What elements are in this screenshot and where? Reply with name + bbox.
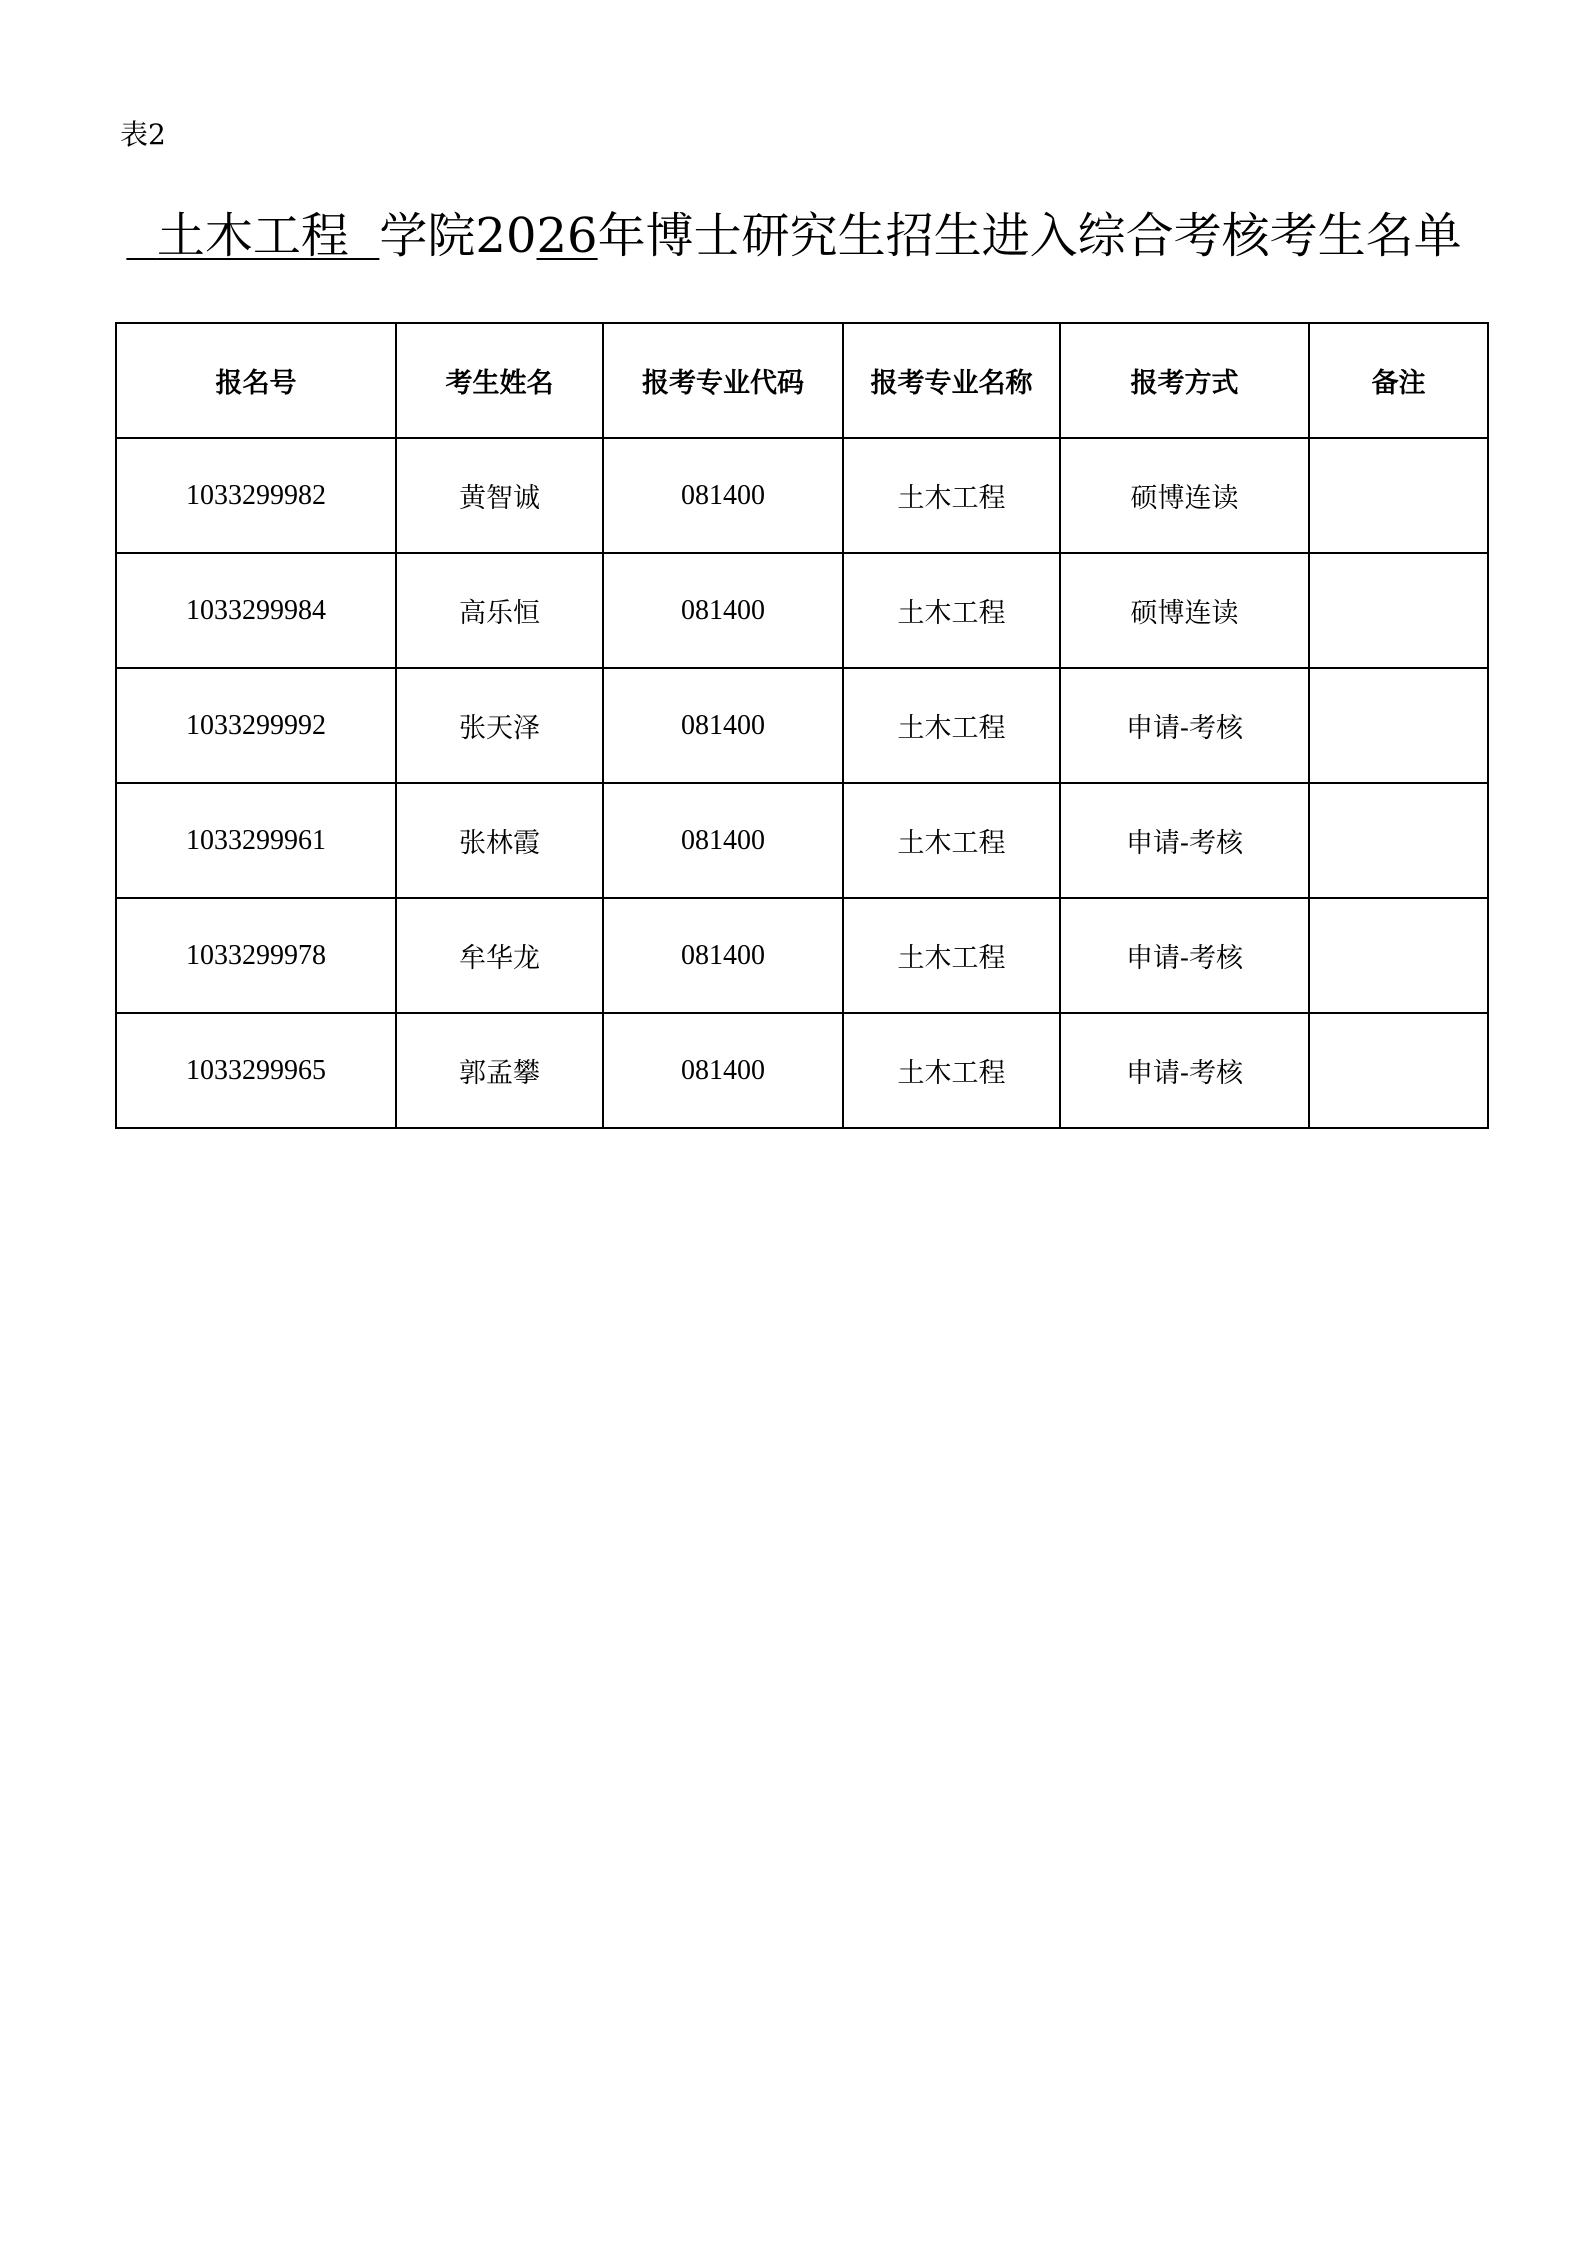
table-row — [116, 553, 1488, 668]
cell-major-code: 081400 — [603, 553, 843, 668]
cell-reg-no: 1033299961 — [116, 783, 396, 898]
cell-reg-no: 1033299982 — [116, 438, 396, 553]
cell-method: 申请-考核 — [1060, 783, 1309, 898]
table-header-row — [116, 323, 1488, 438]
header-reg-no: 报名号 — [116, 323, 396, 438]
cell-major-code: 081400 — [603, 783, 843, 898]
cell-name: 黄智诚 — [396, 438, 603, 553]
cell-name: 高乐恒 — [396, 553, 603, 668]
cell-name: 张天泽 — [396, 668, 603, 783]
cell-major-code: 081400 — [603, 898, 843, 1013]
title-part2: 年博士研究生招生进入综合考核考生名单 — [597, 208, 1462, 264]
cell-method: 硕博连读 — [1060, 438, 1309, 553]
cell-remark — [1309, 553, 1488, 668]
cell-remark — [1309, 898, 1488, 1013]
table-row — [116, 783, 1488, 898]
cell-name: 牟华龙 — [396, 898, 603, 1013]
table-row — [116, 438, 1488, 553]
cell-method: 申请-考核 — [1060, 1013, 1309, 1128]
header-major-code: 报考专业代码 — [603, 323, 843, 438]
cell-remark — [1309, 438, 1488, 553]
header-major-name: 报考专业名称 — [843, 323, 1060, 438]
cell-remark — [1309, 1013, 1488, 1128]
table-row — [116, 668, 1488, 783]
title-part1: 学院20 — [379, 208, 537, 264]
table-label: 表2 — [120, 118, 166, 151]
cell-name: 张林霞 — [396, 783, 603, 898]
cell-reg-no: 1033299984 — [116, 553, 396, 668]
header-remark: 备注 — [1309, 323, 1488, 438]
cell-major-name: 土木工程 — [843, 438, 1060, 553]
cell-method: 申请-考核 — [1060, 668, 1309, 783]
cell-remark — [1309, 783, 1488, 898]
cell-major-name: 土木工程 — [843, 1013, 1060, 1128]
cell-major-code: 081400 — [603, 1013, 843, 1128]
cell-major-name: 土木工程 — [843, 553, 1060, 668]
cell-major-code: 081400 — [603, 668, 843, 783]
cell-major-code: 081400 — [603, 438, 843, 553]
cell-method: 硕博连读 — [1060, 553, 1309, 668]
header-method: 报考方式 — [1060, 323, 1309, 438]
title-college-underlined — [126, 208, 379, 264]
cell-name: 郭孟攀 — [396, 1013, 603, 1128]
cell-reg-no: 1033299978 — [116, 898, 396, 1013]
table-row — [116, 1013, 1488, 1128]
page-title — [0, 204, 1588, 268]
title-year-underlined: 26 — [536, 208, 598, 264]
title-college: 土木工程 — [156, 208, 349, 264]
cell-major-name: 土木工程 — [843, 668, 1060, 783]
cell-major-name: 土木工程 — [843, 783, 1060, 898]
cell-reg-no: 1033299992 — [116, 668, 396, 783]
candidate-table — [115, 322, 1489, 1129]
header-name: 考生姓名 — [396, 323, 603, 438]
cell-remark — [1309, 668, 1488, 783]
table-row — [116, 898, 1488, 1013]
cell-method: 申请-考核 — [1060, 898, 1309, 1013]
cell-major-name: 土木工程 — [843, 898, 1060, 1013]
cell-reg-no: 1033299965 — [116, 1013, 396, 1128]
